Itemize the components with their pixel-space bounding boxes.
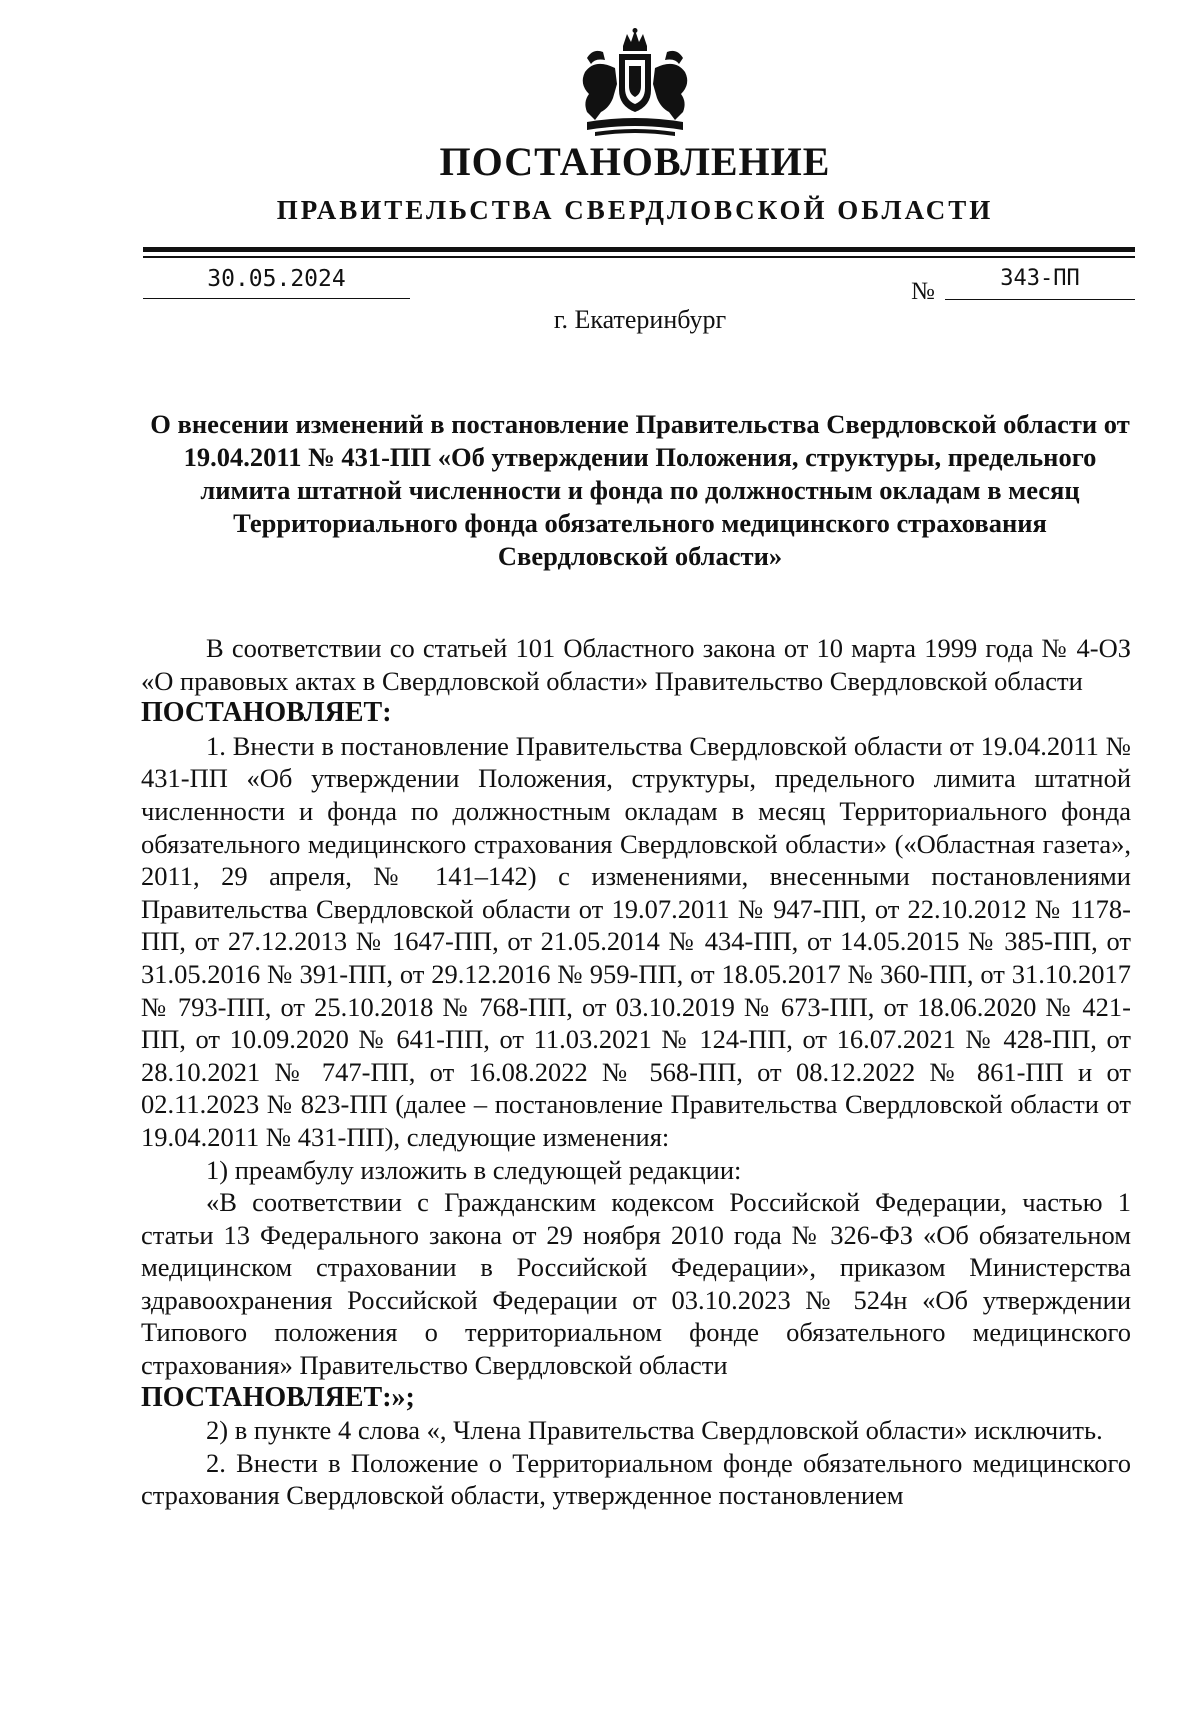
coat-of-arms-emblem bbox=[565, 28, 705, 138]
number-label: № bbox=[911, 278, 935, 305]
header-divider-thin bbox=[143, 256, 1135, 258]
item-2-paragraph: 2. Внести в Положение о Территориальном фонде обязательного медицинского страхования Свердловской области, утвержденное постановлением bbox=[141, 1447, 1131, 1511]
item-1-subitem-2: 2) в пункте 4 слова «, Члена Правительства Свердловской области» исключить. bbox=[206, 1415, 1103, 1446]
resolution-title: О внесении изменений в постановление Правительства Свердловской области от 19.04.2011 № 431-ПП «Об утверждении Положения, структуры, предельного лимита штатной численности и фонда по должностным окладам в месяц Территориального фонда обязательного медицинского страхования Свердловской области» bbox=[150, 409, 1130, 571]
document-date: 30.05.2024 bbox=[143, 266, 410, 299]
document-type-title: ПОСТАНОВЛЕНИЕ bbox=[439, 139, 831, 184]
resolves-heading: ПОСТАНОВЛЯЕТ: bbox=[141, 697, 392, 729]
preamble-paragraph: В соответствии со статьей 101 Областного закона от 10 марта 1999 года № 4-ОЗ «О правовых актах в Свердловской области» Правительство Свердловской области bbox=[141, 633, 1131, 696]
quoted-resolves-heading: ПОСТАНОВЛЯЕТ:»; bbox=[141, 1381, 415, 1413]
item-1-subitem-1: 1) преамбулу изложить в следующей редакции: bbox=[206, 1154, 742, 1185]
document-number: 343-ПП bbox=[945, 266, 1135, 300]
issue-city: г. Екатеринбург bbox=[553, 305, 727, 334]
header-divider-thick bbox=[143, 247, 1135, 252]
issuing-authority: ПРАВИТЕЛЬСТВА СВЕРДЛОВСКОЙ ОБЛАСТИ bbox=[276, 195, 994, 225]
document-body bbox=[141, 632, 1131, 1512]
item-1-paragraph: 1. Внести в постановление Правительства Свердловской области от 19.04.2011 № 431-ПП «Об утверждении Положения, структуры, предельного лимита штатной численности и фонда по должностным окладам в месяц Территориального фонда обязательного медицинского страхования Свердловской области» («Областная газета», 2011, 29 апреля, № 141–142) с изменениями, внесенными постановлениями Правительства Свердловской области от 19.07.2011 № 947-ПП, от 22.10.2012 № 1178-ПП, от 27.12.2013 № 1647-ПП, от 21.05.2014 № 434-ПП, от 14.05.2015 № 385-ПП, от 31.05.2016 № 391-ПП, от 29.12.2016 № 959-ПП, от 18.05.2017 № 360-ПП, от 31.10.2017 № 793-ПП, от 25.10.2018 № 768-ПП, от 03.10.2019 № 673-ПП, от 18.06.2020 № 421-ПП, от 10.09.2020 № 641-ПП, от 11.03.2021 № 124-ПП, от 16.07.2021 № 428-ПП, от 28.10.2021 № 747-ПП, от 16.08.2022 № 568-ПП, от 08.12.2022 № 861-ПП и от 02.11.2023 № 823-ПП (далее – постановление Правительства Свердловской области от 19.04.2011 № 431-ПП), следующие изменения: bbox=[141, 730, 1131, 1152]
quoted-preamble: «В соответствии с Гражданским кодексом Российской Федерации, частью 1 статьи 13 Федерального закона от 29 ноября 2010 года № 326-ФЗ «Об обязательном медицинском страховании в Российской Федерации», приказом Министерства здравоохранения Российской Федерации от 03.10.2023 № 524н «Об утверждении Типового положения о территориальном фонде обязательного медицинского страхования» Правительство Свердловской области bbox=[141, 1187, 1131, 1381]
